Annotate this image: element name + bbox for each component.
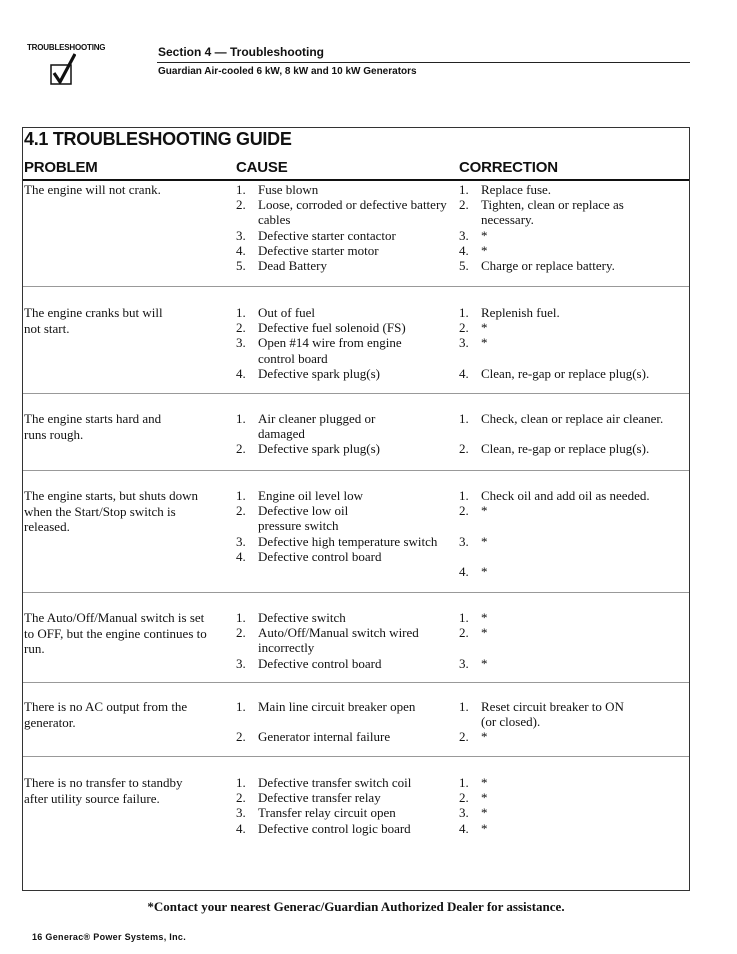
item-text: Defective transfer relay	[258, 790, 381, 806]
item-text: Defective high temperature switch	[258, 533, 438, 549]
row-divider	[23, 286, 689, 287]
item-number: 1.	[459, 411, 469, 426]
item-text: Loose, corroded or defective battery cables	[258, 197, 447, 228]
item-text: Defective starter contactor	[258, 227, 396, 243]
list-item	[459, 182, 691, 197]
item-number: 1.	[236, 305, 246, 320]
item-text: Tighten, clean or replace as necessary.	[481, 197, 624, 228]
item-text: Open #14 wire from engine control board	[258, 335, 402, 366]
list-item	[459, 243, 691, 258]
row-divider	[23, 592, 689, 593]
item-number: 3.	[459, 655, 469, 671]
list-item	[459, 805, 691, 820]
item-text: *	[481, 790, 488, 806]
column-header-rule	[23, 179, 689, 181]
checkmark-icon	[50, 53, 76, 85]
list-item	[459, 699, 631, 729]
dealer-footnote: *Contact your nearest Generac/Guardian Authorized Dealer for assistance.	[147, 899, 565, 914]
item-text: *	[481, 729, 488, 745]
list-item	[236, 775, 450, 790]
correction-list	[459, 699, 691, 745]
list-item	[236, 729, 450, 744]
item-number: 4.	[459, 563, 469, 579]
item-text: *	[481, 242, 488, 258]
item-number: 2.	[459, 729, 469, 745]
section-subtitle: Guardian Air-cooled 6 kW, 8 kW and 10 kW Generators	[158, 66, 417, 77]
list-item	[459, 488, 691, 503]
item-text: Clean, re-gap or replace plug(s).	[481, 441, 650, 457]
item-text: Defective starter motor	[258, 242, 379, 258]
list-item	[236, 228, 450, 243]
item-text: Check oil and add oil as needed.	[481, 488, 650, 503]
item-number: 5.	[459, 258, 469, 274]
list-item	[236, 821, 450, 836]
item-number: 5.	[236, 258, 246, 274]
item-text: *	[481, 820, 488, 836]
corner-section-label: TROUBLESHOOTING	[27, 43, 106, 52]
item-text: *	[481, 503, 488, 519]
item-text: *	[481, 610, 488, 625]
list-item	[459, 729, 691, 744]
item-text: *	[481, 533, 488, 549]
item-number: 2.	[236, 790, 246, 806]
item-number: 2.	[236, 503, 246, 519]
item-number: 4.	[236, 242, 246, 258]
item-number: 1.	[236, 488, 246, 503]
item-number: 1.	[459, 182, 469, 197]
list-item	[459, 228, 691, 243]
item-number: 3.	[236, 335, 246, 351]
list-item	[236, 320, 450, 335]
item-number: 1.	[459, 699, 469, 714]
problem-text: The Auto/Off/Manual switch is set to OFF, but the engine continues to run.	[24, 610, 207, 656]
list-item	[236, 197, 450, 227]
list-item	[459, 320, 691, 335]
problem-text: The engine starts, but shuts down when the Start/Stop switch is released.	[24, 488, 199, 534]
item-text: Defective control board	[258, 655, 382, 671]
cause-list	[236, 182, 450, 273]
item-text: *	[481, 227, 488, 243]
item-number: 2.	[236, 729, 246, 745]
item-text: Check, clean or replace air cleaner.	[481, 411, 664, 426]
correction-list	[459, 305, 691, 381]
item-text: Replenish fuel.	[481, 305, 560, 320]
item-number: 3.	[236, 805, 246, 821]
item-number: 1.	[459, 610, 469, 625]
item-text: Defective low oil pressure switch	[258, 503, 349, 534]
row-divider	[23, 393, 689, 394]
item-number: 3.	[459, 227, 469, 243]
item-text: Replace fuse.	[481, 182, 552, 197]
column-header-cause: CAUSE	[236, 159, 288, 176]
item-number: 4.	[236, 820, 246, 836]
item-number: 2.	[459, 790, 469, 806]
list-item	[236, 656, 450, 671]
list-item	[459, 366, 691, 381]
section-title: Section 4 — Troubleshooting	[158, 45, 325, 59]
item-number: 3.	[236, 533, 246, 549]
list-item	[236, 805, 450, 820]
list-item	[236, 182, 450, 197]
cause-list	[236, 775, 450, 836]
page-footer: 16 Generac® Power Systems, Inc.	[32, 932, 187, 942]
item-text: Charge or replace battery.	[481, 258, 615, 274]
problem-text: The engine will not crank.	[24, 182, 161, 197]
list-item	[459, 625, 691, 640]
item-number: 4.	[236, 365, 246, 381]
column-header-correction: CORRECTION	[459, 159, 558, 176]
item-number: 2.	[236, 625, 246, 641]
list-item	[236, 243, 450, 258]
item-text: Dead Battery	[258, 258, 327, 274]
item-number: 2.	[459, 503, 469, 519]
item-number: 2.	[459, 320, 469, 336]
item-text: Defective control board	[258, 548, 382, 564]
item-number: 3.	[236, 655, 246, 671]
correction-list	[459, 610, 691, 671]
list-item	[459, 656, 691, 671]
correction-list	[459, 775, 691, 836]
item-text: Defective control logic board	[258, 820, 411, 836]
item-number: 1.	[236, 699, 246, 714]
list-item	[236, 441, 450, 456]
item-text: *	[481, 625, 488, 641]
item-number: 4.	[459, 242, 469, 258]
problem-text: There is no AC output from the generator.	[24, 699, 188, 730]
list-item	[459, 610, 691, 625]
item-number: 4.	[236, 548, 246, 564]
item-text: Defective switch	[258, 610, 346, 625]
item-text: *	[481, 655, 488, 671]
item-number: 2.	[459, 625, 469, 641]
item-text: *	[481, 775, 488, 790]
item-number: 2.	[459, 197, 469, 213]
list-item	[236, 534, 453, 549]
item-text: Defective spark plug(s)	[258, 441, 381, 457]
list-item	[236, 488, 450, 503]
item-text: Generator internal failure	[258, 729, 391, 745]
list-item	[459, 335, 691, 350]
header-divider	[157, 62, 690, 63]
list-item	[459, 305, 691, 320]
item-text: Air cleaner plugged or damaged	[258, 411, 376, 442]
list-item	[236, 610, 450, 625]
list-item	[459, 564, 691, 579]
item-number: 3.	[459, 335, 469, 351]
item-number: 2.	[236, 197, 246, 213]
item-number: 1.	[459, 775, 469, 790]
correction-list	[459, 411, 691, 457]
item-text: *	[481, 563, 488, 579]
list-item	[236, 335, 418, 365]
correction-list	[459, 488, 691, 579]
cause-list	[236, 411, 450, 457]
cause-list	[236, 305, 450, 381]
column-header-problem: PROBLEM	[24, 159, 98, 176]
item-text: Engine oil level low	[258, 488, 364, 503]
item-text: Fuse blown	[258, 182, 319, 197]
row-divider	[23, 682, 689, 683]
list-item	[236, 366, 450, 381]
list-item	[236, 790, 450, 805]
cause-list	[236, 610, 450, 671]
item-number: 4.	[459, 365, 469, 381]
list-item	[236, 503, 393, 533]
list-item	[236, 258, 450, 273]
item-number: 1.	[236, 182, 246, 197]
list-item	[459, 197, 646, 227]
item-number: 2.	[236, 320, 246, 336]
item-number: 3.	[459, 805, 469, 821]
list-item	[459, 258, 691, 273]
problem-text: There is no transfer to standby after utility source failure.	[24, 775, 183, 806]
list-item	[236, 411, 398, 441]
item-text: Clean, re-gap or replace plug(s).	[481, 365, 650, 381]
item-number: 2.	[459, 441, 469, 457]
item-number: 3.	[236, 227, 246, 243]
list-item	[459, 790, 691, 805]
item-number: 1.	[236, 610, 246, 625]
item-text: Defective fuel solenoid (FS)	[258, 320, 406, 336]
list-item	[459, 441, 691, 456]
cause-list	[236, 488, 450, 564]
item-number: 4.	[459, 820, 469, 836]
list-item	[459, 821, 691, 836]
list-item	[459, 534, 691, 549]
problem-text: The engine starts hard and runs rough.	[24, 411, 162, 442]
item-text: *	[481, 320, 488, 336]
item-text: Transfer relay circuit open	[258, 805, 396, 821]
item-number: 1.	[236, 411, 246, 426]
item-text: Out of fuel	[258, 305, 316, 320]
item-number: 1.	[459, 488, 469, 503]
list-item	[459, 503, 691, 518]
guide-title: 4.1 TROUBLESHOOTING GUIDE	[24, 129, 292, 149]
list-item	[236, 699, 450, 714]
item-text: Auto/Off/Manual switch wired incorrectly	[258, 625, 419, 656]
item-text: Defective transfer switch coil	[258, 775, 412, 790]
item-text: Defective spark plug(s)	[258, 365, 381, 381]
item-number: 1.	[459, 305, 469, 320]
item-text: Main line circuit breaker open	[258, 699, 416, 714]
item-number: 3.	[459, 533, 469, 549]
item-text: Reset circuit breaker to ON (or closed).	[481, 699, 624, 730]
item-number: 1.	[236, 775, 246, 790]
list-item	[236, 305, 450, 320]
list-item	[236, 549, 450, 564]
row-divider	[23, 470, 689, 471]
list-item	[459, 775, 691, 790]
item-text: *	[481, 335, 488, 351]
list-item	[236, 625, 443, 655]
item-text: *	[481, 805, 488, 821]
row-divider	[23, 756, 689, 757]
cause-list	[236, 699, 450, 745]
problem-text: The engine cranks but will not start.	[24, 305, 163, 336]
item-number: 2.	[236, 441, 246, 457]
list-item	[459, 411, 691, 426]
correction-list	[459, 182, 691, 273]
